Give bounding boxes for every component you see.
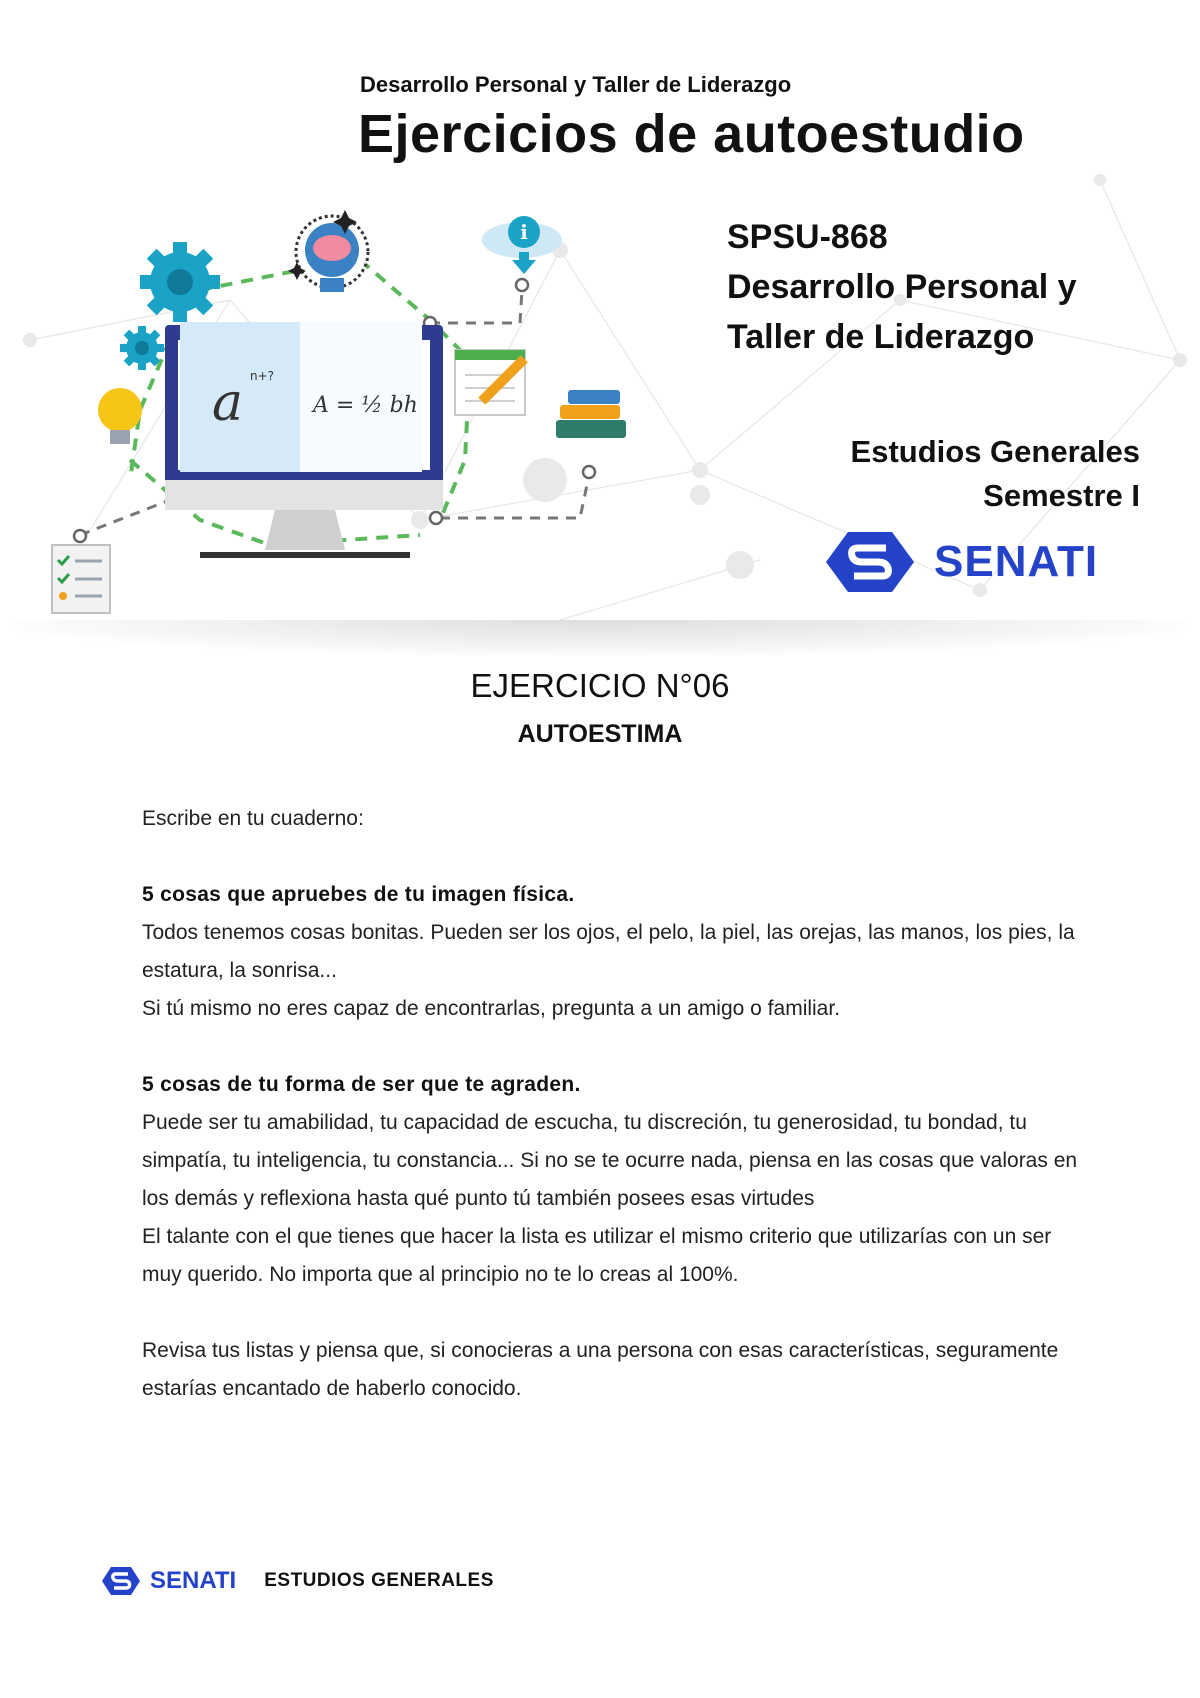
section2-paragraph: Puede ser tu amabilidad, tu capacidad de escucha, tu discreción, tu generosidad, tu bondad, tu simpatía, tu inteligencia, tu constancia... Si no se te ocurre nada, piensa en las cosas que valoras en los demás y reflexiona hasta qué punto tú también posees esas virtudes bbox=[142, 1111, 1078, 1210]
semester-label: Semestre I bbox=[983, 478, 1140, 513]
education-illustration bbox=[0, 200, 700, 620]
section1-heading: 5 cosas que apruebes de tu imagen física. bbox=[142, 883, 575, 906]
footer-brand: SENATI bbox=[150, 1567, 237, 1594]
idea-brain-icon bbox=[288, 210, 368, 292]
page-footer bbox=[102, 1566, 494, 1596]
senati-logo bbox=[826, 530, 1098, 594]
books-icon bbox=[556, 390, 626, 438]
section2-paragraph: El talante con el que tienes que hacer la lista es utilizar el mismo criterio que utilizarías con un ser muy querido. No importa que al principio no te lo creas al 100%. bbox=[142, 1225, 1052, 1286]
formula-exponent-power: n+? bbox=[250, 369, 275, 383]
notepad-icon bbox=[455, 350, 528, 415]
course-name: Desarrollo Personal y Taller de Liderazgo bbox=[727, 268, 1077, 356]
section1-paragraph: Si tú mismo no eres capaz de encontrarlas, pregunta a un amigo o familiar. bbox=[142, 997, 841, 1020]
page-title: Ejercicios de autoestudio bbox=[358, 104, 1025, 164]
department-name: Estudios Generales bbox=[850, 434, 1140, 469]
info-cloud-icon bbox=[482, 216, 562, 274]
brand-name: SENATI bbox=[934, 537, 1099, 586]
exercise-topic: AUTOESTIMA bbox=[517, 720, 683, 748]
senati-logo-icon bbox=[826, 530, 914, 594]
intro-text: Escribe en tu cuaderno: bbox=[142, 807, 364, 830]
computer-monitor-icon bbox=[165, 322, 443, 558]
course-code: SPSU-868 bbox=[727, 218, 888, 256]
section1-paragraph: Todos tenemos cosas bonitas. Pueden ser los ojos, el pelo, la piel, las orejas, las manos, los pies, la estatura, la sonrisa... bbox=[142, 921, 1075, 982]
exercise-body bbox=[142, 800, 1082, 1408]
header-divider bbox=[10, 620, 1190, 656]
formula-area: A = ½ bh bbox=[313, 393, 418, 418]
exercise-number: EJERCICIO N°06 bbox=[470, 667, 730, 704]
closing-paragraph: Revisa tus listas y piensa que, si conocieras a una persona con esas características, seguramente estarías encantado de haberlo conocido. bbox=[142, 1339, 1059, 1400]
info-icon: i bbox=[520, 220, 528, 244]
lightbulb-icon bbox=[98, 388, 142, 444]
section2-heading: 5 cosas de tu forma de ser que te agraden. bbox=[142, 1073, 581, 1096]
course-subtitle: Desarrollo Personal y Taller de Liderazgo bbox=[360, 72, 792, 97]
senati-logo-icon bbox=[102, 1566, 140, 1596]
checklist-icon bbox=[52, 545, 110, 613]
cover-header bbox=[0, 0, 1200, 660]
department-block bbox=[851, 430, 1140, 518]
formula-exponent: a bbox=[212, 373, 244, 433]
footer-department: ESTUDIOS GENERALES bbox=[264, 1570, 494, 1591]
